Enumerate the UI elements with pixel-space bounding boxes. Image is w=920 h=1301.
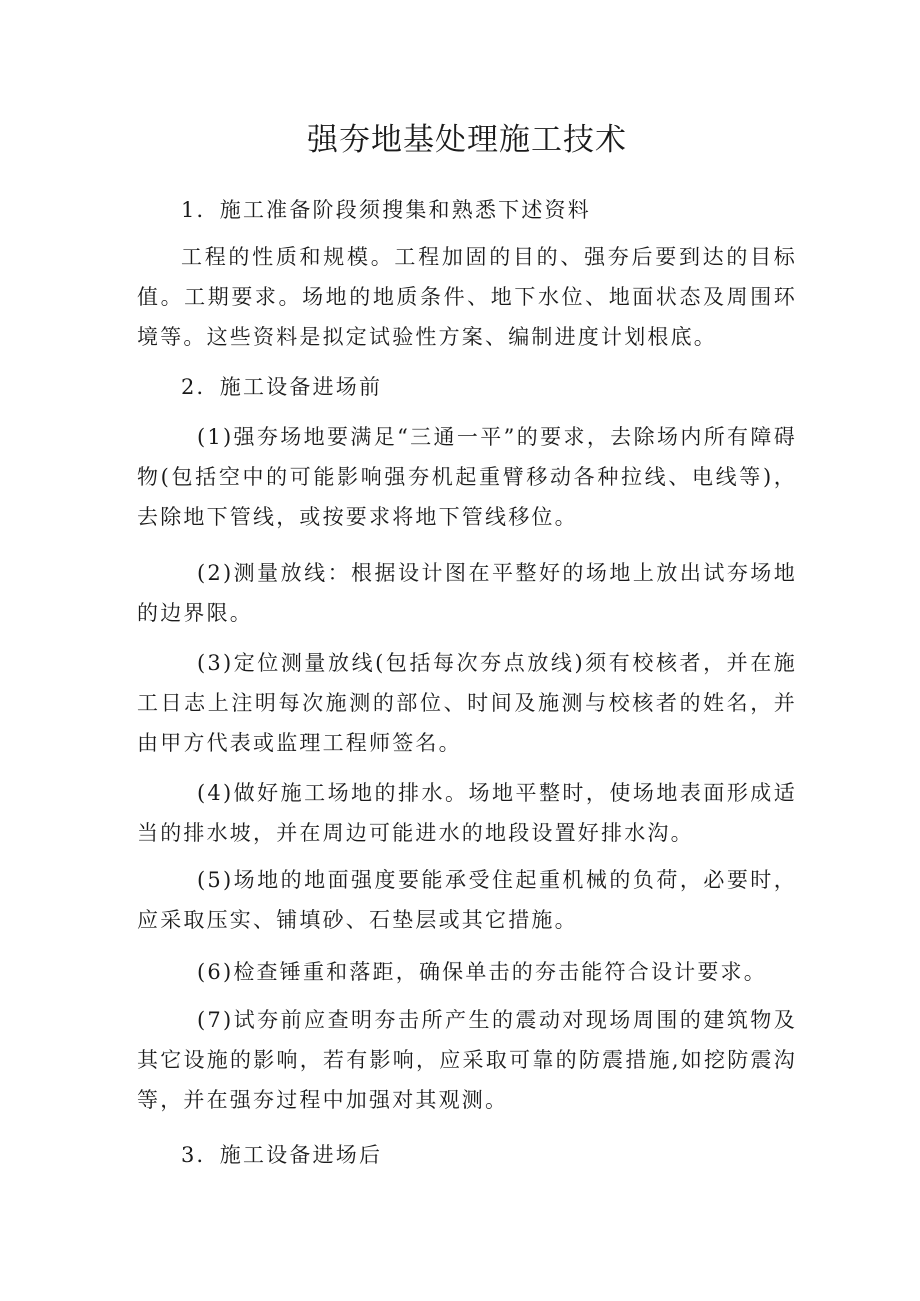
section-2-item-2: (2)测量放线：根据设计图在平整好的场地上放出试夯场地的边界限。 [137, 561, 797, 625]
section-2-item-7: (7)试夯前应查明夯击所产生的震动对现场周围的建筑物及其它设施的影响，若有影响，应采取可靠的防震措施,如挖防震沟等，并在强夯过程中加强对其观测。 [137, 1008, 797, 1112]
section-1-heading: 1．施工准备阶段须搜集和熟悉下述资料 [181, 198, 591, 222]
section-2-item-4: (4)做好施工场地的排水。场地平整时，使场地表面形成适当的排水坡，并在周边可能进水的地段设置好排水沟。 [137, 781, 797, 845]
section-2-heading: 2．施工设备进场前 [181, 375, 383, 399]
section-1-body: 工程的性质和规模。工程加固的目的、强夯后要到达的目标值。工期要求。场地的地质条件、地下水位、地面状态及周围环境等。这些资料是拟定试验性方案、编制进度计划根底。 [137, 245, 797, 349]
section-2-item-1: (1)强夯场地要满足“三通一平”的要求，去除场内所有障碍物(包括空中的可能影响强夯机起重臂移动各种拉线、电线等)，去除地下管线，或按要求将地下管线移位。 [137, 425, 797, 529]
section-2-item-6: (6)检查锤重和落距，确保单击的夯击能符合设计要求。 [197, 960, 767, 984]
section-2-item-5: (5)场地的地面强度要能承受住起重机械的负荷，必要时，应采取压实、铺填砂、石垫层或其它措施。 [137, 868, 797, 932]
section-3-heading: 3．施工设备进场后 [181, 1143, 383, 1167]
document-title: 强夯地基处理施工技术 [307, 122, 627, 158]
section-2-item-3: (3)定位测量放线(包括每次夯点放线)须有校核者，并在施工日志上注明每次施测的部位、时间及施测与校核者的姓名，并由甲方代表或监理工程师签名。 [137, 651, 797, 755]
